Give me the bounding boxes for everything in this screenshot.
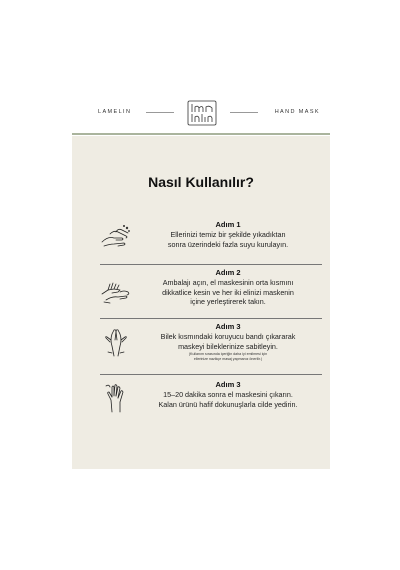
step-2-title: Adım 2 [215, 268, 241, 277]
page-title: Nasıl Kullanılır? [148, 174, 254, 190]
step-3-title: Adım 3 [215, 322, 241, 331]
header-bar [72, 98, 330, 130]
step-1-line: sonra üzerindeki fazla suyu kurulayın. [167, 239, 289, 249]
step-2 [100, 268, 322, 318]
step-3-line: maskeyi bileklerinize sabitleyin. [178, 341, 278, 351]
step-3-note-line: ellerinize nazikçe masaj yapmanız önerilir.) [193, 356, 263, 361]
step-3-note-line: (Kullanım sırasında içeriğin daha iyi emilmesi için [188, 352, 268, 357]
brand-name: LAMELIN [98, 109, 132, 115]
step-4-line: 15–20 dakika sonra el maskesini çıkarın. [163, 390, 293, 399]
step-2-line: dikkatlice kesin ve her iki elinizi maskenin [162, 287, 294, 297]
step-1 [100, 220, 322, 256]
step-1-line: Ellerinizi temiz bir şekilde yıkadıktan [170, 230, 286, 239]
hands-mask-icon [100, 276, 132, 308]
step-3-line: Bilek kısmındaki koruyucu bandı çıkararak [160, 332, 296, 341]
product-name: HAND MASK [274, 109, 320, 115]
step-3-text [134, 322, 322, 361]
praying-hands-icon [100, 326, 132, 358]
step-2-line: Ambalajı açın, el maskesinin orta kısmını [162, 278, 294, 287]
step-1-text [134, 220, 322, 249]
divider [100, 264, 322, 265]
instructions-card [72, 136, 330, 469]
header-line-left [146, 112, 174, 113]
divider [100, 374, 322, 375]
step-1-title: Adım 1 [215, 220, 241, 229]
step-4 [100, 380, 322, 420]
logo-text: lamelin [202, 113, 206, 114]
step-4-line: Kalan ürünü hafif dokunuşlarla cilde yedirin. [158, 399, 298, 409]
step-3-note [134, 352, 322, 361]
step-4-title: Adım 3 [215, 380, 241, 389]
header-rule [72, 133, 330, 135]
divider [100, 318, 322, 319]
raised-hand-icon [100, 382, 132, 414]
step-2-line: içine yerleştirerek takın. [190, 297, 266, 307]
step-3 [100, 322, 322, 374]
step-4-text [134, 380, 322, 409]
step-2-text [134, 268, 322, 307]
lamelin-logo [186, 100, 218, 126]
washing-hands-icon [100, 222, 132, 254]
header-line-right [230, 112, 258, 113]
